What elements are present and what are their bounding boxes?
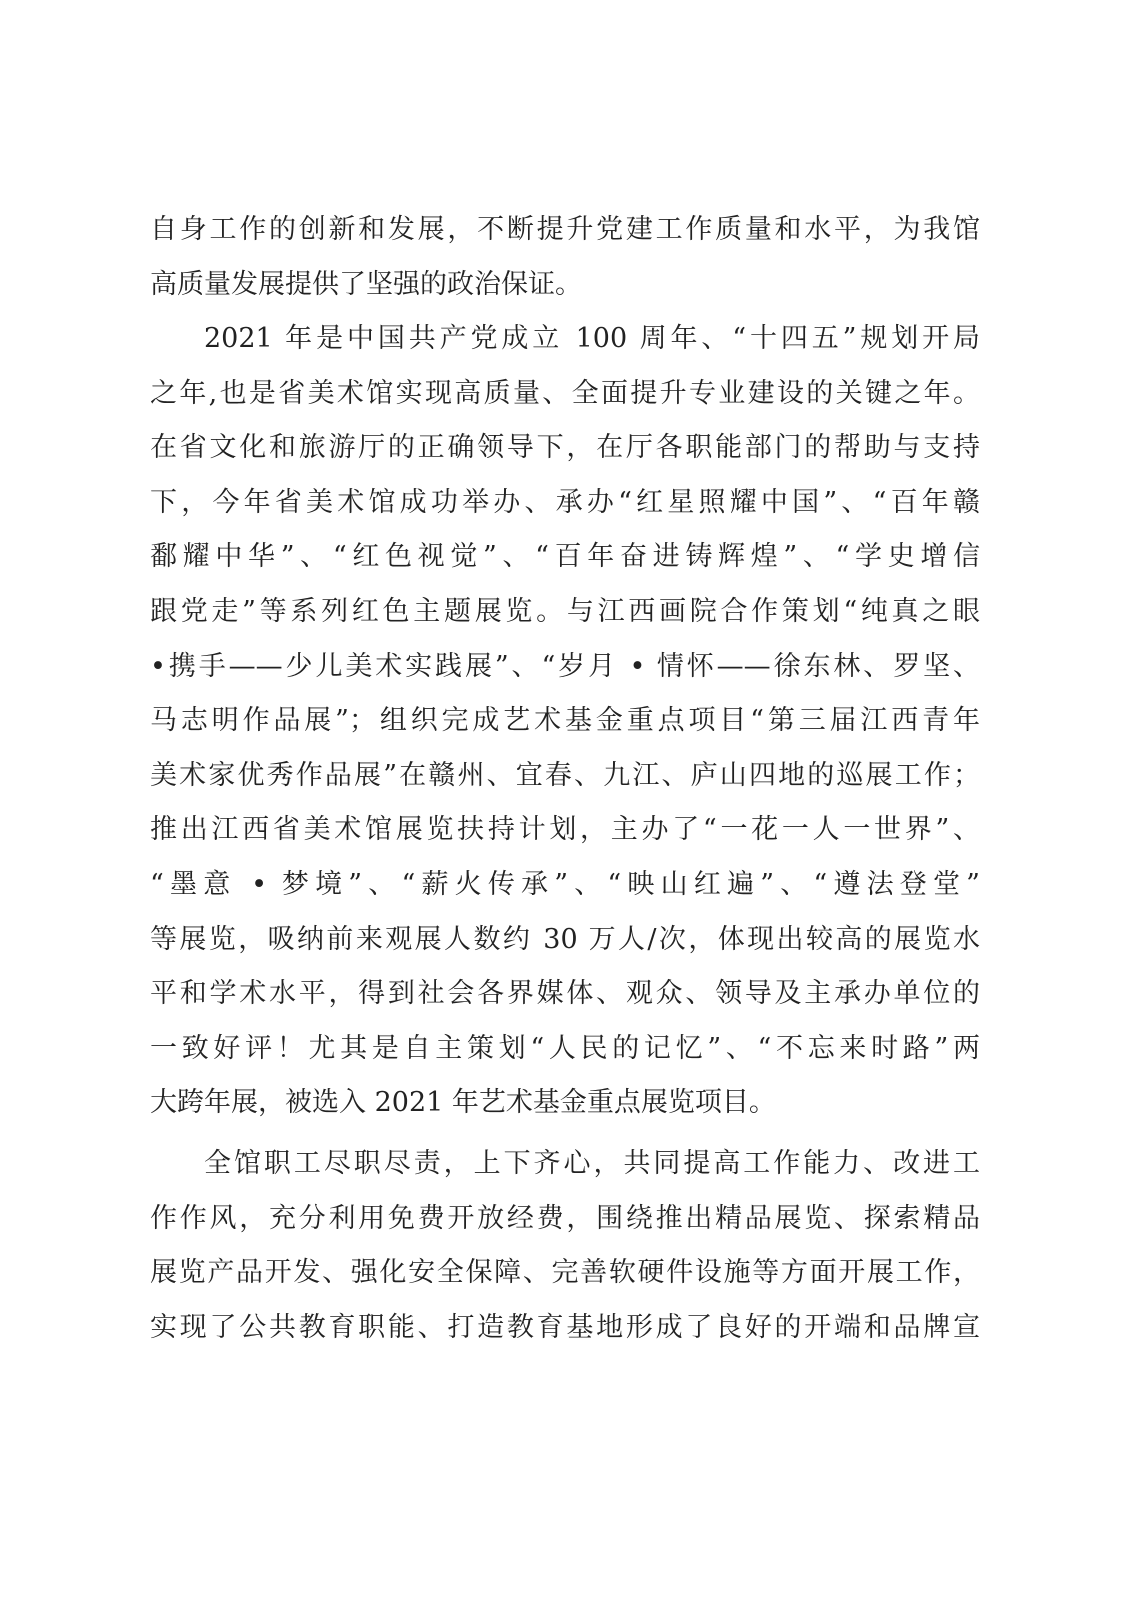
- text-line: 马志明作品展”；组织完成艺术基金重点项目“第三届江西青年: [150, 705, 980, 737]
- text-line: 下，今年省美术馆成功举办、承办“红星照耀中国”、“百年赣: [150, 486, 980, 518]
- paragraph-3: [150, 1137, 980, 1355]
- text-line: 之年,也是省美术馆实现高质量、全面提升专业建设的关键之年。: [150, 377, 980, 409]
- text-line: 作作风，充分利用免费开放经费，围绕推出精品展览、探索精品: [150, 1202, 980, 1234]
- text-line: 美术家优秀作品展”在赣州、宜春、九江、庐山四地的巡展工作；: [150, 759, 980, 791]
- text-line: 跟党走”等系列红色主题展览。与江西画院合作策划“纯真之眼: [150, 595, 980, 627]
- text-line: 自身工作的创新和发展，不断提升党建工作质量和水平，为我馆: [150, 214, 980, 245]
- text-line: 2021 年是中国共产党成立 100 周年、“十四五”规划开局: [204, 323, 980, 354]
- text-line: 鄱耀中华”、“红色视觉”、“百年奋进铸辉煌”、“学史增信: [150, 541, 980, 573]
- text-line: 全馆职工尽职尽责，上下齐心，共同提高工作能力、改进工: [204, 1148, 980, 1179]
- text-line: 高质量发展提供了坚强的政治保证。: [150, 268, 582, 300]
- text-line: 一致好评！尤其是自主策划“人民的记忆”、“不忘来时路”两: [150, 1032, 980, 1064]
- paragraph-2: [150, 312, 980, 1131]
- text-line: “墨意 • 梦境”、“薪火传承”、“映山红遍”、“遵法登堂”: [150, 868, 980, 900]
- paragraph-1: [150, 203, 980, 312]
- text-line: 大跨年展，被选入 2021 年艺术基金重点展览项目。: [150, 1087, 776, 1119]
- text-line: 推出江西省美术馆展览扶持计划，主办了“一花一人一世界”、: [150, 814, 980, 846]
- text-line: 等展览，吸纳前来观展人数约 30 万人/次，体现出较高的展览水: [150, 923, 980, 955]
- text-line: 实现了公共教育职能、打造教育基地形成了良好的开端和品牌宣: [150, 1311, 980, 1343]
- text-line: •携手——少儿美术实践展”、“岁月 • 情怀——徐东林、罗坚、: [150, 650, 980, 682]
- text-line: 展览产品开发、强化安全保障、完善软硬件设施等方面开展工作，: [150, 1257, 980, 1289]
- text-line: 在省文化和旅游厅的正确领导下，在厅各职能部门的帮助与支持: [150, 432, 980, 464]
- text-line: 平和学术水平，得到社会各界媒体、观众、领导及主承办单位的: [150, 978, 980, 1010]
